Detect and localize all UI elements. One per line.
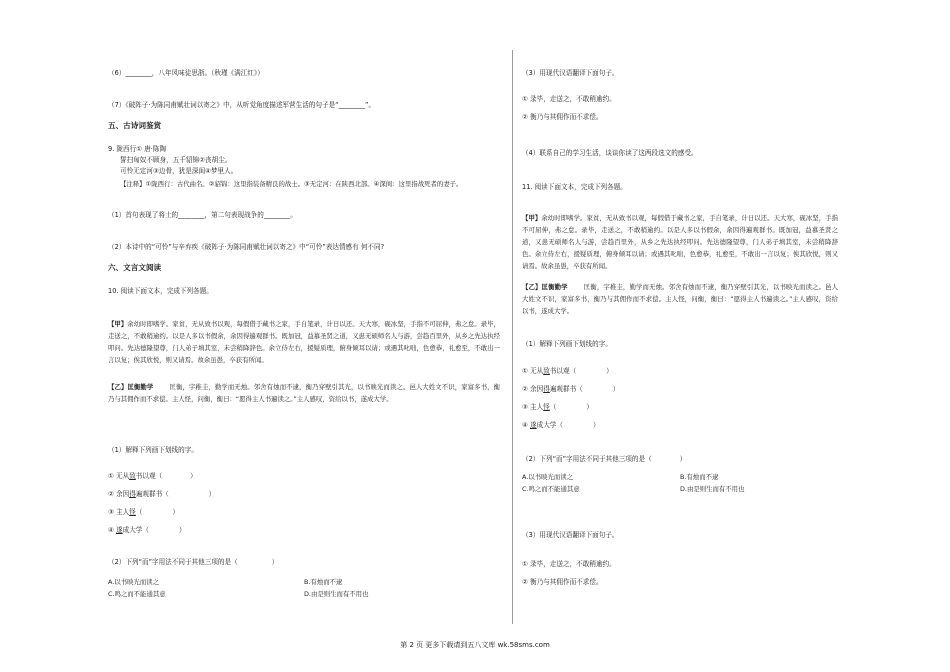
poem-line-2: 可怜无定河③边骨，犹是深闺④梦里人。 <box>120 167 238 175</box>
passage-yi-tag: 【乙】匡衡勤学 <box>108 383 154 391</box>
question-9-2: （2）本诗中的“可怜”与辛弃疾《破阵子·为陈同甫赋壮词以寄之》中“可怜”表达情感有 何不同? <box>108 243 385 251</box>
question-3: （3）用现代汉语翻译下面句子。 <box>522 69 619 77</box>
passage-jia <box>108 318 500 366</box>
passage-yi-tag-right: 【乙】匡衡勤学 <box>522 283 568 291</box>
question-11-3: （3）用现代汉语翻译下面句子。 <box>522 531 619 539</box>
poem-title: 9. 陇西行① 唐·陈陶 <box>108 145 167 153</box>
option-a-right: A.以书映光而读之 <box>522 473 574 481</box>
item-3: ③ 主人怪（ ） <box>108 508 179 516</box>
item-r2: ② 余因得遍观群书（ ） <box>522 385 620 393</box>
poem-line-1: 誓扫匈奴不顾身，五千貂锦②丧胡尘。 <box>120 156 232 164</box>
item-4: ④ 遂成大学（ ） <box>108 526 186 534</box>
section-6-heading: 六、文言文阅读 <box>108 263 162 272</box>
question-9-1: （1）首句表现了将士的________，第二句表现战争的________。 <box>108 211 297 219</box>
question-10-1: （1）解释下列画下划线的字。 <box>108 446 198 454</box>
question-6: （6）________，八年风味徒思浙。（秋瑾《满江红》） <box>108 69 264 77</box>
options-11-2 <box>522 473 838 494</box>
option-c: C.鸣之而不能通其意 <box>108 589 166 598</box>
option-b: B.有烛而不逮 <box>304 578 343 586</box>
item-2: ② 余因得遍观群书（ ） <box>108 490 216 498</box>
sentence-2: ② 衡乃与其佣作而不求偿。 <box>522 113 603 121</box>
question-11-1: （1）解释下列画下划线的字。 <box>522 340 612 348</box>
question-11: 11. 阅读下面文本，完成下列各题。 <box>522 183 627 191</box>
sentence-4: ② 衡乃与其佣作而不求偿。 <box>522 578 603 586</box>
option-d: D.由是则生而有不用也 <box>304 589 369 598</box>
sentence-1: ① 录毕，走送之，不敢稍逾约。 <box>522 95 616 103</box>
question-4: （4）联系自己的学习生活，谈谈你读了这两段选文的感受。 <box>522 149 698 157</box>
page-footer: 第 2 页 更多下载请到五八文库 wk.58sms.com <box>400 641 550 649</box>
question-10: 10. 阅读下面文本，完成下列各题。 <box>108 287 213 295</box>
passage-yi-text-right: 匡衡，字稚圭，勤学而无烛。邻舍有烛而不逮，衡乃穿壁引其光，以书映光而读之。邑人大姓文不识，家富多书，衡乃与其佣作而不求偿。主人怪，问衡，衡曰：“愿得主人书遍读之。”主人感叹，资给以书，遂成大学。 <box>522 283 839 316</box>
option-a: A.以书映光而读之 <box>108 578 160 586</box>
passage-jia-text-right: 余幼时即嗜学。家贫，无从致书以观，每假借于藏书之家，手自笔录，计日以还。天大寒，砚冰坚，手指不可屈伸，弗之怠。录毕，走送之，不敢稍逾约。以是人多以书假余，余因得遍观群书。既加冠，益慕圣贤之道，又患无硕师名人与游，尝趋百里外，从乡之先达执经叩问。先达德隆望尊，门人弟子填其室，未尝稍降辞色。余立侍左右，援疑质理，俯身倾耳以请；或遇其叱咄，色愈恭，礼愈至，不敢出一言以复；俟其欣悦，则又请焉。故余虽愚，卒获有所闻。 <box>522 214 839 271</box>
option-d-right: D.由是则生而有不用也 <box>680 484 745 493</box>
passage-jia-tag: 【甲】 <box>108 320 128 328</box>
option-c-right: C.鸣之而不能通其意 <box>522 484 580 493</box>
item-r3: ③ 主人怪（ ） <box>522 403 593 411</box>
sentence-3: ① 录毕，走送之，不敢稍逾约。 <box>522 560 616 568</box>
passage-yi-right <box>522 281 838 317</box>
passage-jia-tag-right: 【甲】 <box>522 214 542 222</box>
passage-jia-right <box>522 212 838 272</box>
item-r4: ④ 遂成大学（ ） <box>522 421 600 429</box>
poem-notes: 【注释】①陇西行：古代曲名。②貂锦：这里指装备精良的战士。③无定河：在陕西北部。④深闺：这里指战死者的妻子。 <box>120 180 463 188</box>
section-5-heading: 五、古诗词鉴赏 <box>108 121 162 130</box>
column-divider <box>512 50 513 624</box>
passage-yi-text: 匡衡，字稚圭，勤学而无烛。邻舍有烛而不逮，衡乃穿壁引其光，以书映光而读之。邑人大姓文不识，家富多书，衡乃与其佣作而不求偿。主人怪，问衡，衡曰：“愿得主人书遍读之。”主人感叹，资给以书，遂成大学。 <box>108 383 501 404</box>
question-10-2: （2）下列“而”字用法不同于其他三项的是（ ） <box>108 558 279 566</box>
item-r1: ① 无从致书以观（ ） <box>522 367 613 375</box>
question-11-2: （2）下列“而”字用法不同于其他三项的是（ ） <box>522 455 687 463</box>
passage-yi <box>108 381 500 405</box>
options-10-2 <box>108 578 500 599</box>
item-1: ① 无从致书以观（ ） <box>108 472 197 480</box>
question-7: （7）《破阵子·为陈同甫赋壮词以寄之》中，从听觉角度描述军营生活的句子是“________”。 <box>108 101 375 109</box>
option-b-right: B.有烛而不逮 <box>680 473 719 481</box>
passage-jia-text: 余幼时即嗜学。家贫，无从致书以观，每假借于藏书之家，手自笔录，计日以还。天大寒，砚冰坚，手指不可屈伸，弗之怠。录毕，走送之，不敢稍逾约。以是人多以书假余，余因得遍观群书。既加冠，益慕圣贤之道，又患无硕师名人与游，尝趋百里外，从乡之先达执经叩问。先达德隆望尊，门人弟子填其室，未尝稍降辞色。余立侍左右，援疑质理，俯身倾耳以请；或遇其叱咄，色愈恭，礼愈至，不敢出一言以复；俟其欣悦，则又请焉。故余虽愚，卒获有所闻。 <box>108 320 500 365</box>
